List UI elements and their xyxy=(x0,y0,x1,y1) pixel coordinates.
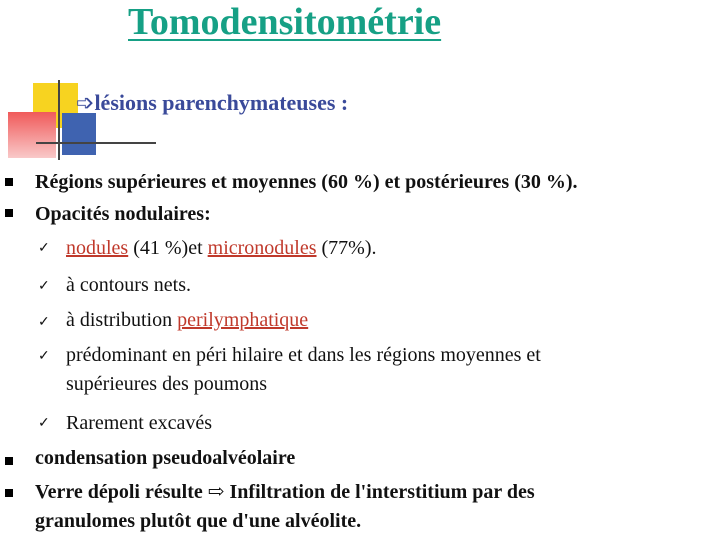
slide-title: Tomodensitométrie xyxy=(128,1,442,43)
bullet-square-icon xyxy=(5,178,13,186)
decorative-horizontal-line xyxy=(36,142,156,144)
bullet-square-icon xyxy=(5,457,13,465)
check-item-contours: à contours nets. xyxy=(66,274,191,296)
decorative-red-square xyxy=(8,112,56,158)
checkmark-icon: ✓ xyxy=(38,241,50,256)
decorative-blue-square xyxy=(62,113,96,155)
bullet-square-icon xyxy=(5,489,13,497)
checkmark-icon: ✓ xyxy=(38,349,50,364)
bullet-verre-depoli: Verre dépoli résulte ⇨ Infiltration de l'interstitium par des xyxy=(35,481,535,503)
check-item-excaves: Rarement excavés xyxy=(66,412,213,434)
subtitle-text: lésions parenchymateuses : xyxy=(94,90,349,115)
bullet-regions: Régions supérieures et moyennes (60 %) et postérieures (30 %). xyxy=(35,171,578,193)
bullet-square-icon xyxy=(5,209,13,217)
check-item-distribution: à distribution perilymphatique xyxy=(66,309,309,331)
checkmark-icon: ✓ xyxy=(38,315,50,330)
decorative-vertical-line xyxy=(58,80,60,160)
bullet-opacites: Opacités nodulaires: xyxy=(35,203,211,225)
arrow-right-icon: ⇨ xyxy=(207,481,225,503)
check-item-nodules: nodules (41 %)et micronodules (77%). xyxy=(66,237,377,259)
bullet-verre-depoli-line2: granulomes plutôt que d'une alvéolite. xyxy=(35,510,362,532)
link-micronodules: micronodules xyxy=(207,237,317,259)
bullet-condensation: condensation pseudoalvéolaire xyxy=(35,447,296,469)
checkmark-icon: ✓ xyxy=(38,416,50,431)
link-nodules: nodules xyxy=(66,237,129,259)
slide-subtitle xyxy=(76,90,348,116)
checkmark-icon: ✓ xyxy=(38,279,50,294)
link-perilymphatique: perilymphatique xyxy=(177,309,309,331)
arrow-icon: ➩ xyxy=(76,90,95,115)
check-item-predominant-line2: supérieures des poumons xyxy=(66,373,268,395)
check-item-predominant-line1: prédominant en péri hilaire et dans les régions moyennes et xyxy=(66,344,541,366)
